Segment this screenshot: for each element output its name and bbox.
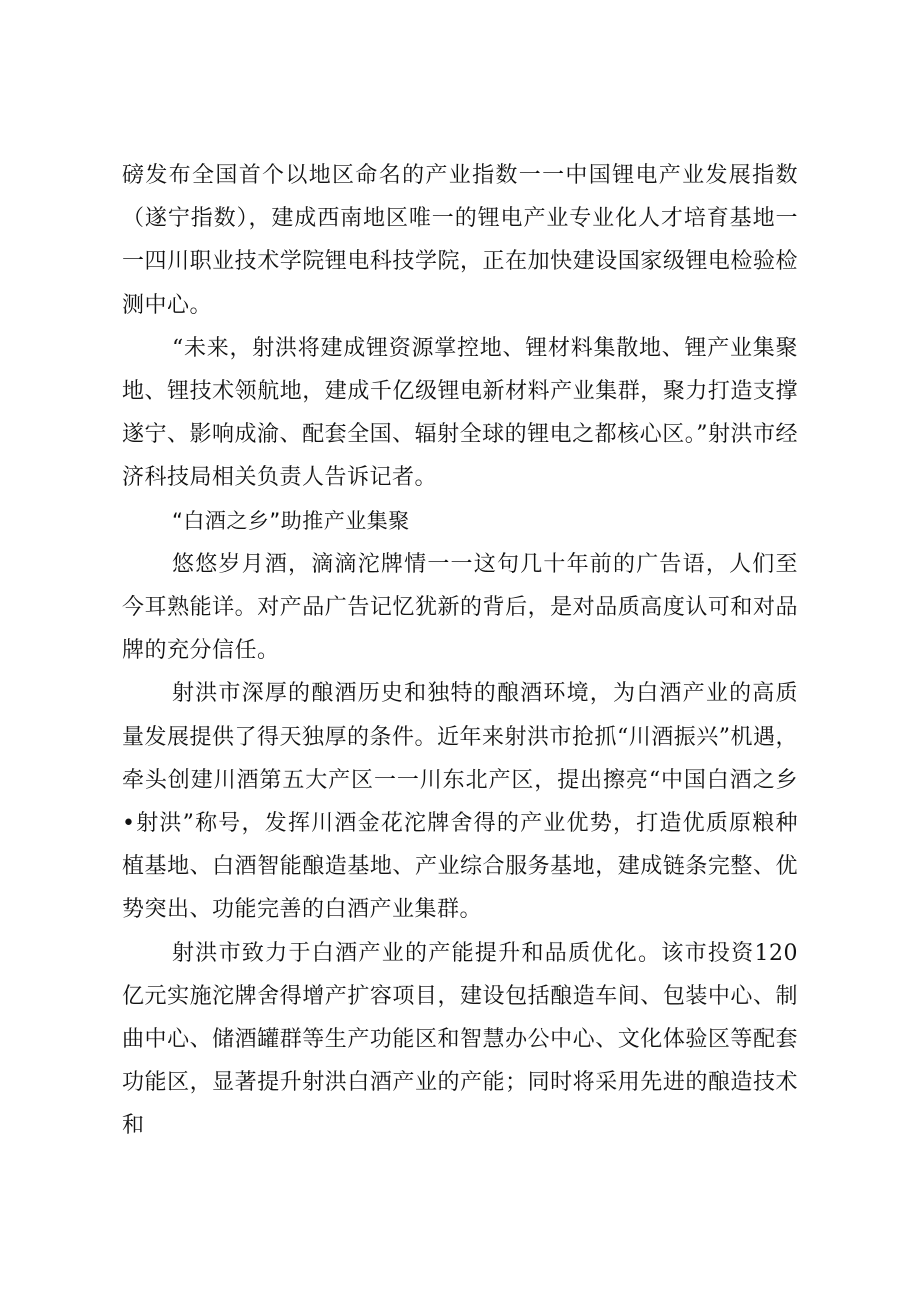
paragraph-tuopai-slogan: 悠悠岁月酒，滴滴沱牌情一一这句几十年前的广告语，人们至今耳熟能详。对产品广告记忆犹新的背后，是对品质高度认可和对品牌的充分信任。 — [122, 551, 798, 664]
paragraph-baijiu-cluster: 射洪市深厚的酿酒历史和独特的酿酒环境，为白酒产业的高质量发展提供了得天独厚的条件。近年来射洪市抢抓“川酒振兴”机遇，牵头创建川酒第五大产区一一川东北产区，提出擦亮“中国白酒之乡•射洪”称号，发挥川酒金花沱牌舍得的产业优势，打造优质原粮种植基地、白酒智能酿造基地、产业综合服务基地，建成链条完整、优势突出、功能完善的白酒产业集群。 — [122, 681, 798, 923]
paragraph-lithium-index: 磅发布全国首个以地区命名的产业指数一一中国锂电产业发展指数（遂宁指数），建成西南地区唯一的锂电产业专业化人才培育基地一一四川职业技术学院锂电科技学院，正在加快建设国家级锂电检验检测中心。 — [122, 163, 798, 318]
document-body — [122, 154, 798, 1148]
section-heading-baijiu: “白酒之乡”助推产业集聚 — [172, 508, 410, 533]
paragraph-lithium-future: “未来，射洪将建成锂资源掌控地、锂材料集散地、锂产业集聚地、锂技术领航地，建成千亿级锂电新材料产业集群，聚力打造支撑遂宁、影响成渝、配套全国、辐射全球的锂电之都核心区。”射洪市经济科技局相关负责人告诉记者。 — [122, 335, 798, 491]
paragraph-baijiu-capacity: 射洪市致力于白酒产业的产能提升和品质优化。该市投资120亿元实施沱牌舍得增产扩容项目，建设包括酿造车间、包装中心、制曲中心、储酒罐群等生产功能区和智慧办公中心、文化体验区等配套功能区，显著提升射洪白酒产业的产能；同时将采用先进的酿造技术和 — [122, 940, 798, 1139]
